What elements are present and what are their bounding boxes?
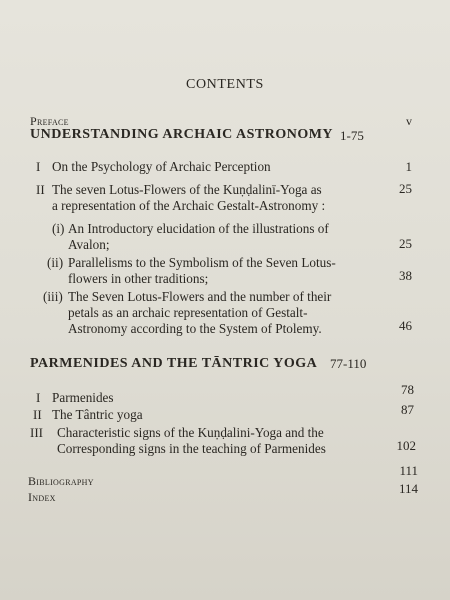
part2-range: 77-110 xyxy=(330,356,367,371)
part1-ch1-page: 1 xyxy=(405,159,412,174)
part2-ch3-number: III xyxy=(30,425,43,440)
sub3-line2: petals as an archaic representation of Gestalt- xyxy=(68,305,308,320)
part2-ch1-page: 78 xyxy=(401,382,414,397)
sub1-number: (i) xyxy=(52,221,65,236)
bibliography-page: 111 xyxy=(399,463,418,478)
part1-ch2-page: 25 xyxy=(399,181,412,196)
sub1-line2: Avalon; xyxy=(68,237,110,252)
part2-heading: PARMENIDES AND THE TĀNTRIC YOGA xyxy=(30,356,318,371)
part2-ch3-line2: Corresponding signs in the teaching of Parmenides xyxy=(57,441,326,456)
contents-title: CONTENTS xyxy=(186,77,264,92)
sub1-page: 25 xyxy=(399,236,412,251)
index-label: Index xyxy=(28,490,56,504)
sub2-line2: flowers in other traditions; xyxy=(68,271,209,286)
sub3-line1: The Seven Lotus-Flowers and the number of their xyxy=(68,289,332,304)
sub3-page: 46 xyxy=(399,318,412,333)
sub3-line3: Astronomy according to the System of Ptolemy. xyxy=(68,321,322,336)
preface-label: Preface xyxy=(30,114,69,128)
part1-ch2-number: II xyxy=(36,182,45,197)
sub2-number: (ii) xyxy=(47,255,64,270)
bibliography-label: Bibliography xyxy=(28,474,94,488)
sub3-number: (iii) xyxy=(43,289,63,304)
sub1-line1: An Introductory elucidation of the illustrations of xyxy=(68,221,329,236)
part2-ch3-line1: Characteristic signs of the Kuṇḍalini-Yoga and the xyxy=(57,425,324,440)
part1-ch1-title: On the Psychology of Archaic Perception xyxy=(52,159,271,174)
part1-ch2-line2: a representation of the Archaic Gestalt-Astronomy : xyxy=(52,198,326,213)
part2-ch2-number: II xyxy=(33,407,42,422)
sub2-page: 38 xyxy=(399,268,412,283)
index-page: 114 xyxy=(398,481,418,496)
part1-ch1-number: I xyxy=(36,159,41,174)
part2-ch1-number: I xyxy=(36,390,41,405)
part2-ch2-page: 87 xyxy=(401,402,414,417)
preface-page: v xyxy=(406,114,412,128)
part1-ch2-line1: The seven Lotus-Flowers of the Kuṇḍalinī-Yoga as xyxy=(52,182,322,197)
sub2-line1: Parallelisms to the Symbolism of the Seven Lotus- xyxy=(68,255,336,270)
part2-ch1-title: Parmenides xyxy=(52,390,114,405)
part2-ch2-title: The Tântric yoga xyxy=(52,407,143,422)
part1-heading: UNDERSTANDING ARCHAIC ASTRONOMY xyxy=(30,127,334,142)
part1-range: 1-75 xyxy=(340,128,364,143)
part2-ch3-page: 102 xyxy=(396,438,416,453)
